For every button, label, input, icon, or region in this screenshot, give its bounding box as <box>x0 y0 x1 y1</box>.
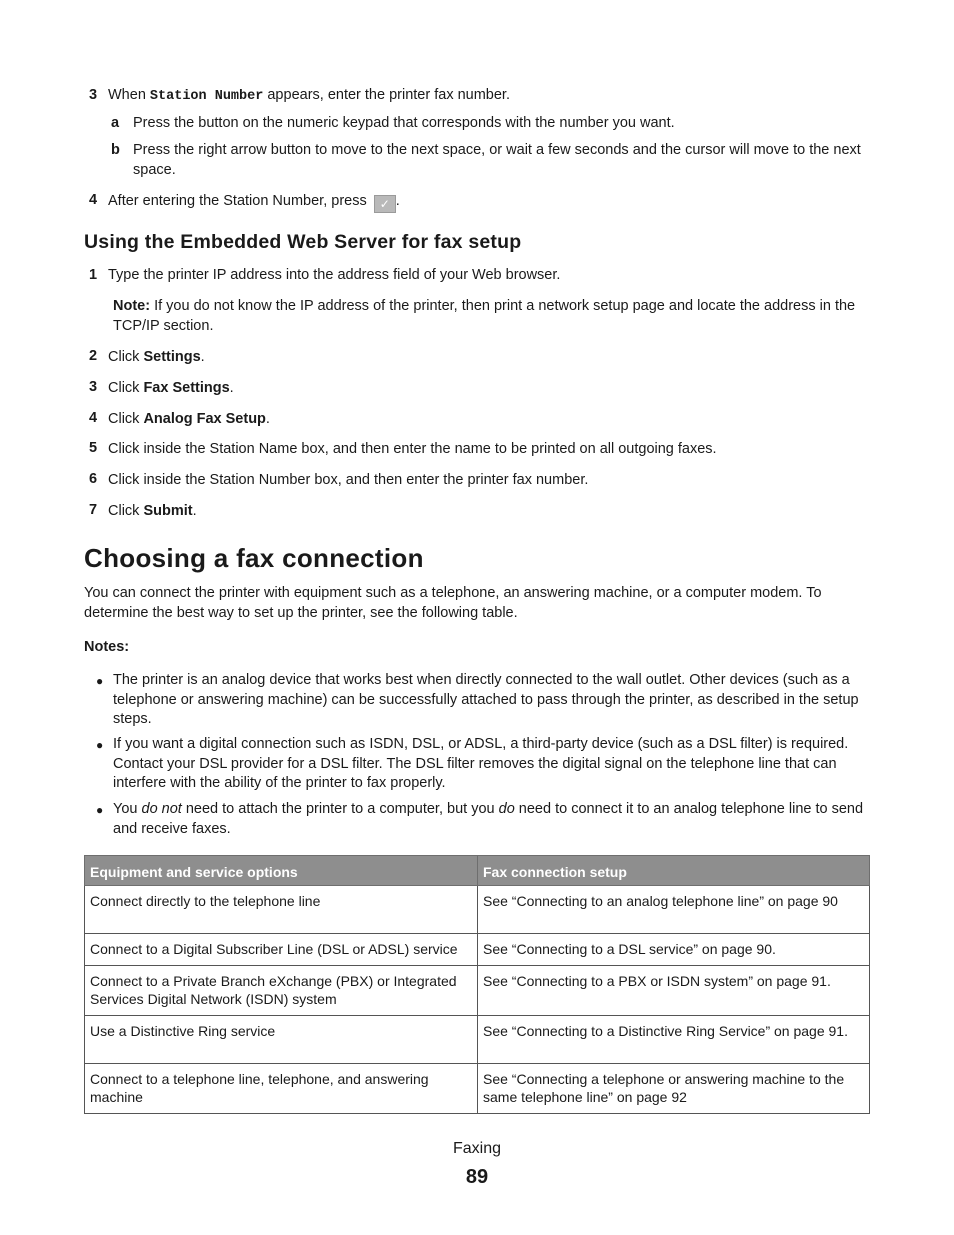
check-icon: ✓ <box>374 195 396 213</box>
table-cell: See “Connecting to an analog telephone line” on page 90 <box>478 886 870 934</box>
column-header: Equipment and service options <box>85 856 478 886</box>
step-number: 2 <box>89 348 98 364</box>
intro-paragraph: You can connect the printer with equipment such as a telephone, an answering machine, or a computer modem. To determine the best way to set up the printer, see the following table. <box>84 585 822 621</box>
substep-letter: b <box>111 142 120 158</box>
ews-step-4-text: Click Analog Fax Setup. <box>108 411 270 427</box>
note-label: Note: <box>113 298 151 314</box>
step-number: 1 <box>89 267 98 283</box>
step-number: 4 <box>89 410 98 426</box>
table-cell: Connect directly to the telephone line <box>85 886 478 934</box>
bullet-icon: ● <box>96 803 104 817</box>
ews-step-1-text: Type the printer IP address into the address field of your Web browser. <box>108 267 561 283</box>
note-bullet-1: The printer is an analog device that works best when directly connected to the wall outlet. Other devices (such as a telephone or answering machine) can be successfully attached to pass through the printer, as described in the setup steps. <box>113 672 859 727</box>
table-cell: Connect to a Digital Subscriber Line (DSL or ADSL) service <box>85 934 478 966</box>
section-heading-ews: Using the Embedded Web Server for fax setup <box>84 231 522 253</box>
footer-section-label: Faxing <box>452 1140 502 1157</box>
step-number: 7 <box>89 502 98 518</box>
ews-step-6-text: Click inside the Station Number box, and then enter the printer fax number. <box>108 472 589 488</box>
table-header-row <box>85 856 870 886</box>
step-3-text: When Station Number appears, enter the printer fax number. <box>108 87 510 104</box>
ews-step-3-text: Click Fax Settings. <box>108 380 234 396</box>
substep-b-text: Press the right arrow button to move to the next space, or wait a few seconds and the cursor will move to the next space. <box>133 142 861 178</box>
table-cell: Connect to a telephone line, telephone, and answering machine <box>85 1063 478 1113</box>
column-header: Fax connection setup <box>478 856 870 886</box>
note-bullet-3: You do not need to attach the printer to a computer, but you do need to connect it to an analog telephone line to send and receive faxes. <box>113 801 864 837</box>
step-number: 3 <box>89 379 98 395</box>
table-row <box>85 886 870 934</box>
table-row <box>85 1015 870 1063</box>
table-row <box>85 1063 870 1113</box>
step-number: 3 <box>89 87 98 103</box>
ews-step-2-text: Click Settings. <box>108 349 205 365</box>
bullet-icon: ● <box>96 738 104 752</box>
note-text: If you do not know the IP address of the printer, then print a network setup page and locate the address in the TCP/IP section. <box>113 298 856 334</box>
step-number: 5 <box>89 440 98 456</box>
table-cell: See “Connecting to a PBX or ISDN system” on page 91. <box>478 965 870 1015</box>
table-cell: Connect to a Private Branch eXchange (PBX) or Integrated Services Digital Network (ISDN) system <box>85 965 478 1015</box>
page-number: 89 <box>465 1166 489 1188</box>
bullet-icon: ● <box>96 674 104 688</box>
fax-connection-table <box>84 855 870 1114</box>
substep-letter: a <box>111 115 120 131</box>
notes-label: Notes: <box>84 639 130 655</box>
ews-step-5-text: Click inside the Station Name box, and then enter the name to be printed on all outgoing faxes. <box>108 441 717 457</box>
table-cell: See “Connecting to a DSL service” on page 90. <box>478 934 870 966</box>
note-bullet-2: If you want a digital connection such as ISDN, DSL, or ADSL, a third-party device (such as a DSL filter) is required. Contact your DSL provider for a DSL filter. The DSL filter removes the digital signal on the telephone line that can interfere with the ability of the printer to fax properly. <box>113 736 849 791</box>
table-cell: See “Connecting a telephone or answering machine to the same telephone line” on page 92 <box>478 1063 870 1113</box>
table-cell: Use a Distinctive Ring service <box>85 1015 478 1063</box>
ews-step-7-text: Click Submit. <box>108 503 197 519</box>
table-cell: See “Connecting to a Distinctive Ring Service” on page 91. <box>478 1015 870 1063</box>
substep-a-text: Press the button on the numeric keypad that corresponds with the number you want. <box>133 115 675 131</box>
section-heading-choosing: Choosing a fax connection <box>84 543 424 573</box>
table-row <box>85 965 870 1015</box>
step-number: 4 <box>89 192 98 208</box>
station-number-code: Station Number <box>149 89 264 104</box>
note <box>113 297 873 336</box>
table-row <box>85 934 870 966</box>
step-number: 6 <box>89 471 98 487</box>
step-4-text: After entering the Station Number, press ✓ . <box>108 193 400 211</box>
